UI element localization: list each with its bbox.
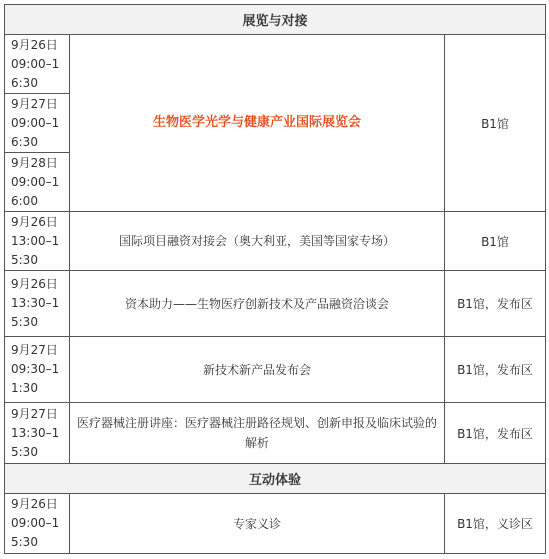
venue: B1馆，发布区 [445, 403, 546, 464]
section-title: 互动体验 [5, 464, 546, 494]
table-row [5, 337, 546, 403]
section-header-row [5, 464, 546, 494]
table-row [5, 494, 546, 554]
schedule-body [5, 5, 546, 554]
time-cell: 9月27日 09:30–1 1:30 [5, 337, 70, 403]
time-cell: 9月27日 09:00–1 6:30 [5, 94, 70, 153]
event-name: 生物医学光学与健康产业国际展览会 [70, 35, 445, 212]
schedule-table [4, 4, 546, 554]
table-row [5, 35, 546, 94]
event-name: 国际项目融资对接会（奥大利亚，美国等国家专场） [70, 212, 445, 271]
time-cell: 9月26日 09:00–1 5:30 [5, 494, 70, 554]
table-row [5, 212, 546, 271]
event-name: 新技术新产品发布会 [70, 337, 445, 403]
table-row [5, 271, 546, 337]
venue: B1馆，发布区 [445, 337, 546, 403]
venue: B1馆 [445, 35, 546, 212]
table-row [5, 403, 546, 464]
time-cell: 9月26日 13:00–1 5:30 [5, 212, 70, 271]
event-name: 专家义诊 [70, 494, 445, 554]
section-header-row [5, 5, 546, 35]
venue: B1馆，发布区 [445, 271, 546, 337]
section-title: 展览与对接 [5, 5, 546, 35]
event-name: 资本助力——生物医疗创新技术及产品融资洽谈会 [70, 271, 445, 337]
time-cell: 9月26日 09:00–1 6:30 [5, 35, 70, 94]
time-cell: 9月27日 13:30–1 5:30 [5, 403, 70, 464]
venue: B1馆 [445, 212, 546, 271]
event-name: 医疗器械注册讲座：医疗器械注册路径规划、创新申报及临床试验的解析 [70, 403, 445, 464]
time-cell: 9月28日 09:00–1 6:00 [5, 153, 70, 212]
time-cell: 9月26日 13:30–1 5:30 [5, 271, 70, 337]
venue: B1馆，义诊区 [445, 494, 546, 554]
